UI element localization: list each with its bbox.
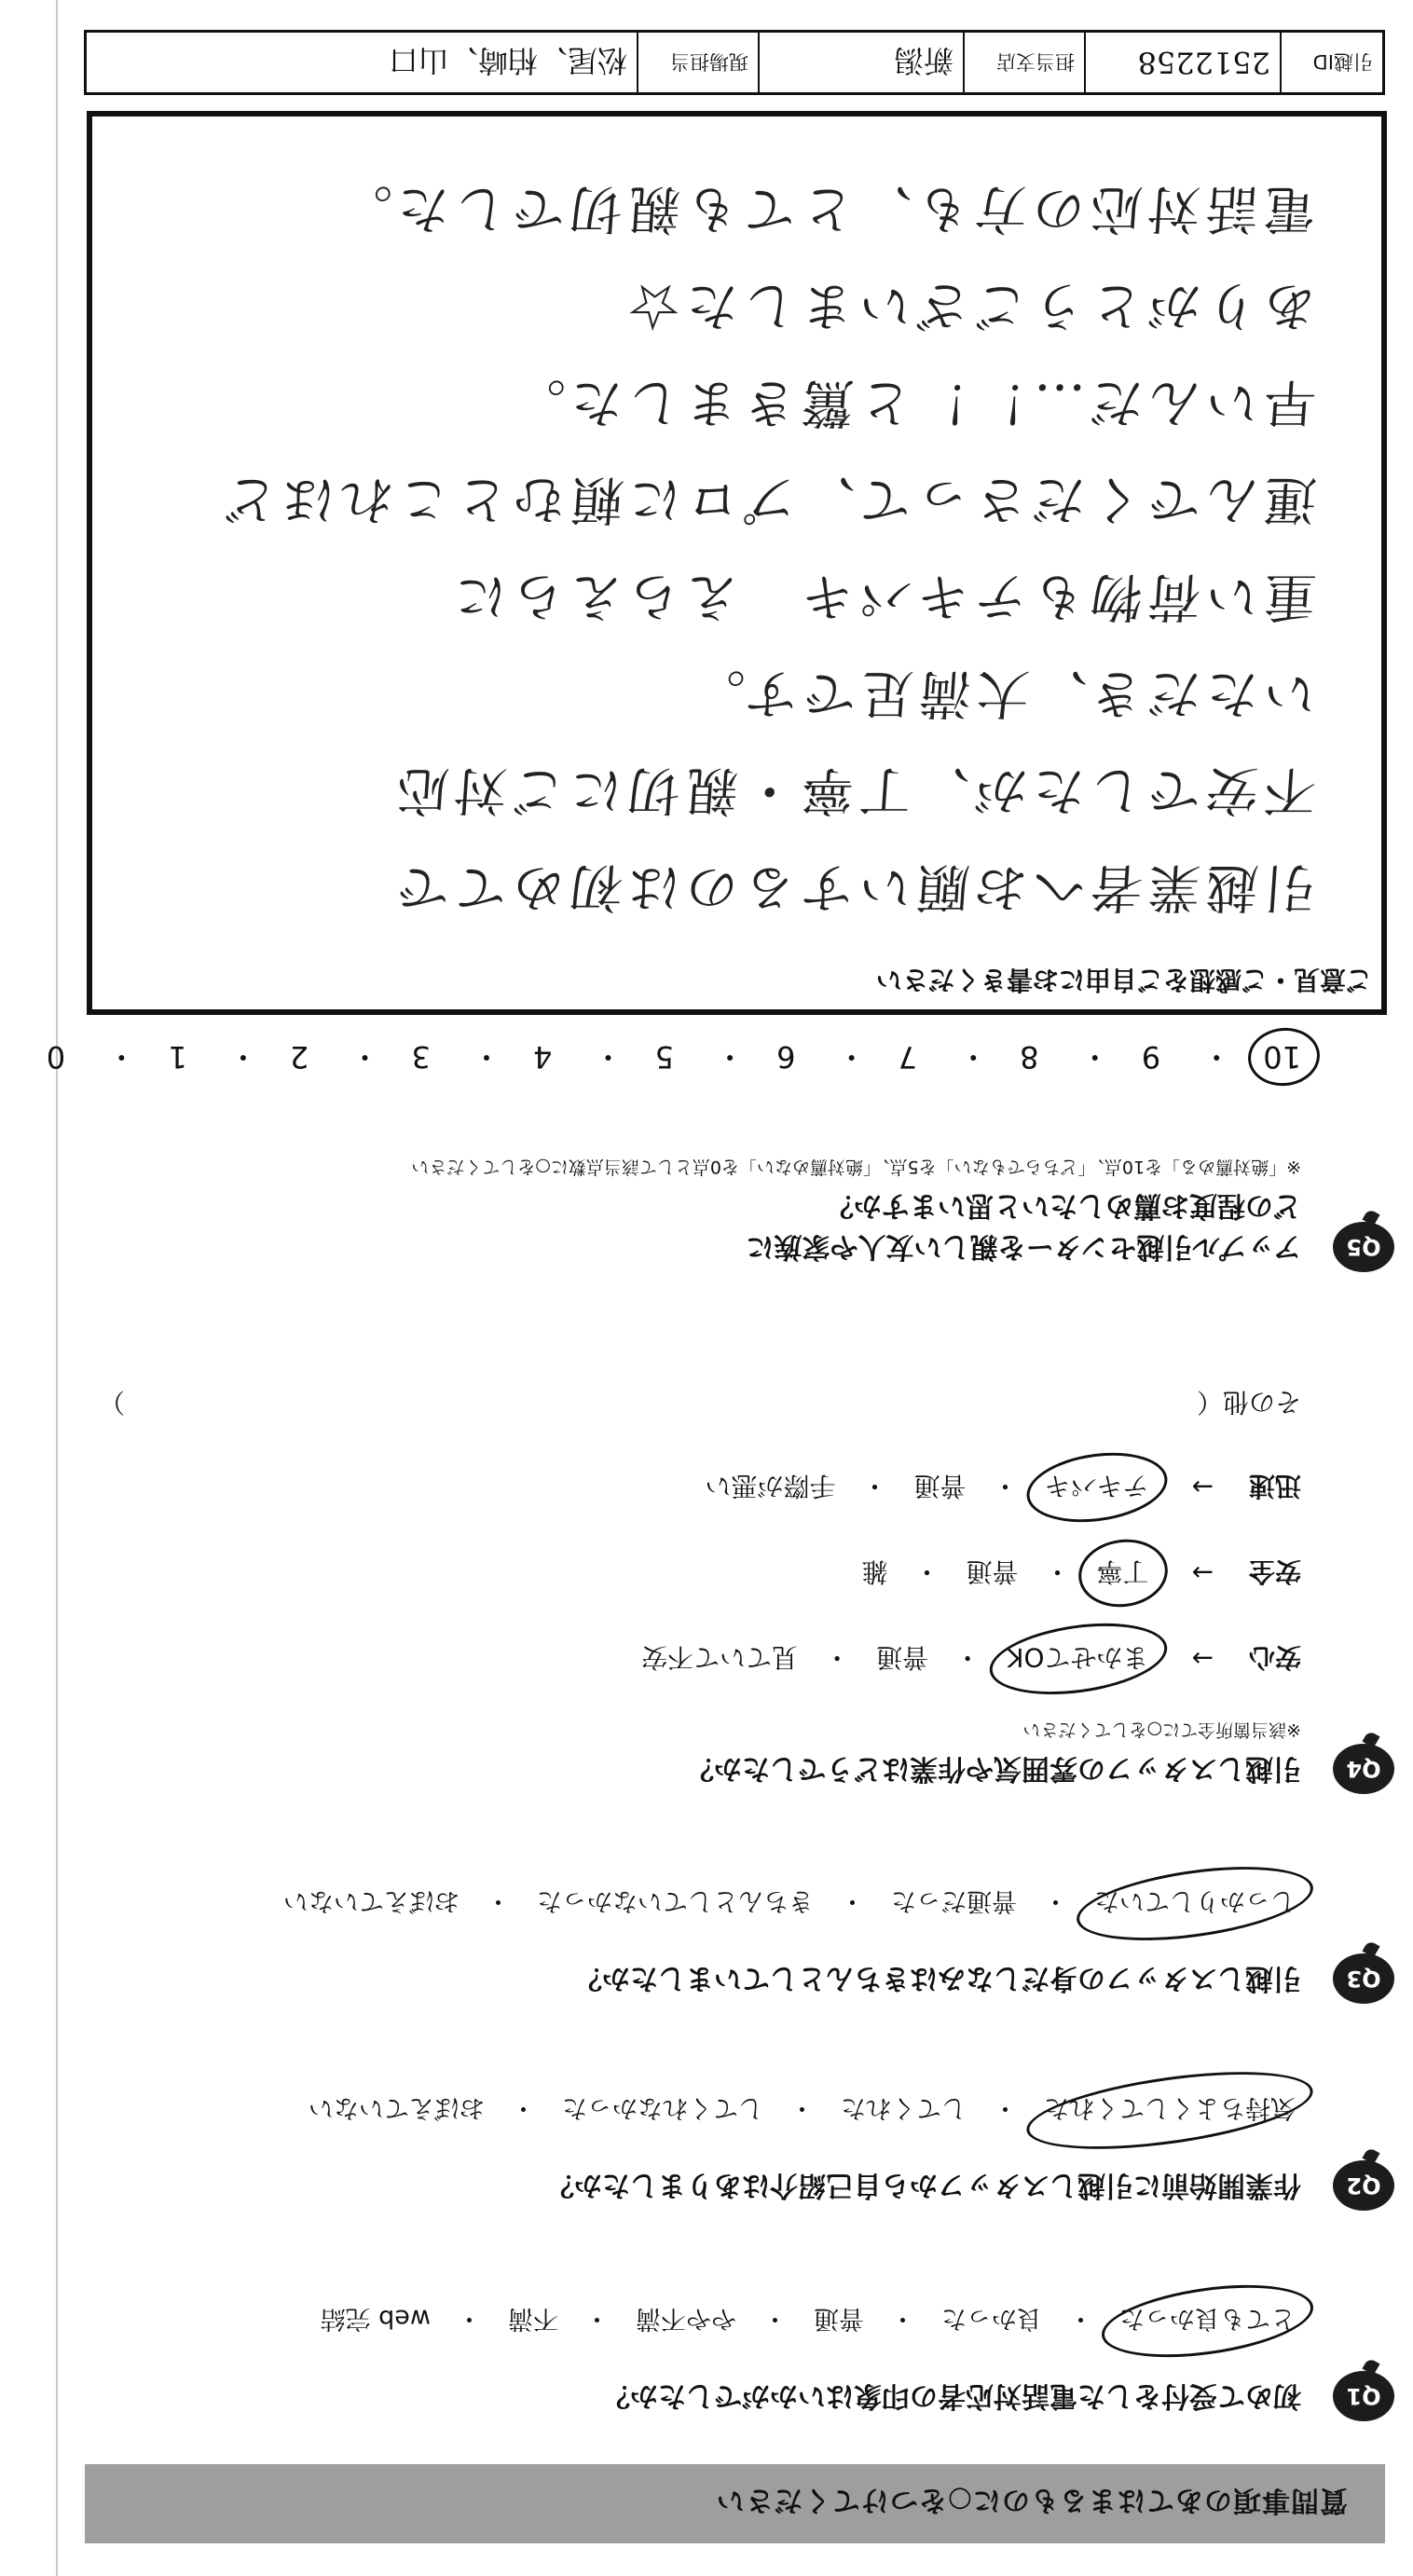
q1-option-5[interactable]: 不満 <box>508 2304 558 2333</box>
comment-line: ありがとうございました☆ <box>620 275 1319 336</box>
q2-option-4[interactable]: おぼえていない <box>309 2093 485 2122</box>
q2-options: 気持ちよくしてくれた ・ してくれた ・ してくれなかった ・ おぼえていない <box>89 2090 1301 2131</box>
q1-text: 初めて受付をした電話対応者の印象はいかがでしたか？ <box>602 2379 1301 2412</box>
arrow-icon: → <box>1191 1643 1214 1675</box>
scale-option[interactable]: 5 <box>654 1039 674 1075</box>
q4-row-label: 迅速 <box>1248 1471 1301 1501</box>
arrow-icon: → <box>1191 1557 1214 1589</box>
page-edge-rule <box>56 0 58 2576</box>
question-2 <box>89 2090 1381 2205</box>
scale-option[interactable]: 4 <box>533 1039 553 1075</box>
q4-other-close: ） <box>99 1387 126 1418</box>
question-5 <box>89 1156 1381 1267</box>
instruction-text: 質問事項のあてはまるものに○をつけてください <box>715 2484 1348 2517</box>
q1-option-2[interactable]: 良かった <box>941 2304 1042 2333</box>
field-staff-label: 現場担当 <box>637 33 758 92</box>
q4-rows <box>89 1385 1301 1679</box>
q1-option-3[interactable]: 普通 <box>814 2304 864 2333</box>
q4-anzen-option-3[interactable]: 雑 <box>861 1556 888 1587</box>
branch-label: 担当支店 <box>963 33 1084 92</box>
scale-option[interactable]: 1 <box>168 1039 187 1075</box>
scale-option[interactable]: 0 <box>46 1039 66 1075</box>
q1-options: とても良かった ・ 良かった ・ 普通 ・ やや不満 ・ 不満 ・ web 完結 <box>89 2301 1301 2341</box>
q2-badge: Q2 <box>1333 2160 1394 2211</box>
q4-badge: Q4 <box>1333 1744 1394 1794</box>
q2-text: 作業開始前に引越しスタッフから自己紹介はありましたか？ <box>546 2169 1301 2201</box>
field-staff-value[interactable]: 松尾、柏崎、山口 <box>388 43 627 78</box>
q4-anshin-option-3[interactable]: 見ていて不安 <box>641 1642 799 1673</box>
q3-text: 引越しスタッフの身だしなみはきちんとしていましたか？ <box>574 1962 1301 1994</box>
comment-box[interactable] <box>87 111 1387 1015</box>
scale-option[interactable]: 9 <box>1141 1039 1161 1075</box>
q4-note: ※該当箇所全てに○をしてください <box>1022 1720 1301 1740</box>
recommendation-scale: 10・ 9・ 8・ 7・ 6・ 5・ 4・ 3・ 2・ 1・ 0 <box>46 1039 1301 1075</box>
q5-text-line2: どの程度お薦めしたいと思いますか？ <box>826 1189 1301 1222</box>
q2-option-2[interactable]: してくれた <box>841 2093 967 2122</box>
q3-option-1[interactable]: しっかりしていた <box>1089 1884 1301 1924</box>
q4-text: 引越しスタッフの雰囲気や作業はどうでしたか？ <box>686 1752 1301 1785</box>
q1-option-4[interactable]: やや不満 <box>636 2304 736 2333</box>
q4-row-anzen: 安全 → 丁寧 ・ 普通 ・ 雑 <box>89 1553 1301 1594</box>
q5-text-line1: アップル引越センターを親しい友人や家族に <box>746 1230 1301 1263</box>
comment-line: いただき、大満足です。 <box>684 663 1319 723</box>
comment-line: 重い荷物もテキパキ えらえらに <box>446 566 1319 626</box>
q3-options: しっかりしていた ・ 普通だった ・ きちんとしていなかった ・ おぼえていない <box>89 1884 1301 1924</box>
question-3 <box>89 1884 1381 1998</box>
q4-anshin-option-2[interactable]: 普通 <box>876 1642 929 1673</box>
q4-jinsoku-option-2[interactable]: 普通 <box>913 1471 967 1501</box>
comment-line: 電話対応の方も、とても親切でした。 <box>331 178 1319 239</box>
q2-option-1[interactable]: 気持ちよくしてくれた <box>1038 2090 1301 2131</box>
q1-option-1[interactable]: とても良かった <box>1114 2301 1301 2341</box>
branch-value[interactable]: 新潟 <box>758 33 963 92</box>
comment-line: 運んでくださって、プロに頼むとこれほど <box>216 469 1319 529</box>
q5-note: ※「絶対薦める」を10点、「どちらでもない」を5点、「絶対薦めない」を0点として該当点数に○をしてください <box>411 1157 1301 1177</box>
q4-jinsoku-option-3[interactable]: 手際が悪い <box>705 1471 836 1501</box>
arrow-icon: → <box>1191 1472 1214 1503</box>
q3-badge: Q3 <box>1333 1953 1394 2004</box>
comment-line: 早いんだ…！！と驚きました。 <box>504 372 1319 432</box>
footer-info-table <box>84 30 1385 95</box>
q4-other-label: その他（ <box>1196 1387 1301 1418</box>
handwritten-comment <box>130 159 1319 935</box>
q4-row-other <box>99 1385 1301 1422</box>
q4-anzen-option-2[interactable]: 普通 <box>966 1556 1019 1587</box>
move-id-label: 引越ID <box>1280 33 1382 92</box>
q4-row-anshin: 安心 → まかせてOK ・ 普通 ・ 見ていて不安 <box>89 1638 1301 1679</box>
q3-option-4[interactable]: おぼえていない <box>283 1886 460 1915</box>
q4-row-label: 安心 <box>1248 1642 1301 1673</box>
q5-badge: Q5 <box>1333 1222 1394 1272</box>
question-1 <box>89 2301 1381 2416</box>
q4-anshin-option-1[interactable]: まかせてOK <box>1001 1638 1154 1679</box>
scale-option[interactable]: 8 <box>1020 1039 1039 1075</box>
question-4 <box>89 1340 1381 1788</box>
q4-jinsoku-option-1[interactable]: テキパキ <box>1039 1467 1155 1508</box>
scale-option[interactable]: 10 <box>1263 1039 1301 1075</box>
instruction-banner <box>85 2464 1385 2543</box>
move-id-value[interactable]: 2512258 <box>1084 33 1280 92</box>
q3-option-2[interactable]: 普通だった <box>891 1886 1017 1915</box>
q4-row-jinsoku: 迅速 → テキパキ ・ 普通 ・ 手際が悪い <box>89 1467 1301 1508</box>
scale-option[interactable]: 6 <box>776 1039 796 1075</box>
scale-option[interactable]: 7 <box>898 1039 917 1075</box>
comment-line: 引越業者へお願いするのは初めてで <box>389 856 1319 917</box>
comment-title: ご意見・ご感想をご自由にお書きください <box>875 965 1372 995</box>
q4-row-label: 安全 <box>1248 1556 1301 1587</box>
q1-badge: Q1 <box>1333 2371 1394 2421</box>
scale-option[interactable]: 2 <box>289 1039 309 1075</box>
q4-anzen-option-1[interactable]: 丁寧 <box>1091 1553 1155 1594</box>
comment-line: 不安でしたが、丁寧・親切にご対応 <box>389 760 1319 820</box>
q2-option-3[interactable]: してくれなかった <box>562 2093 763 2122</box>
q3-option-3[interactable]: きちんとしていなかった <box>537 1886 814 1915</box>
q1-option-6[interactable]: web 完結 <box>320 2304 431 2333</box>
scale-option[interactable]: 3 <box>411 1039 431 1075</box>
